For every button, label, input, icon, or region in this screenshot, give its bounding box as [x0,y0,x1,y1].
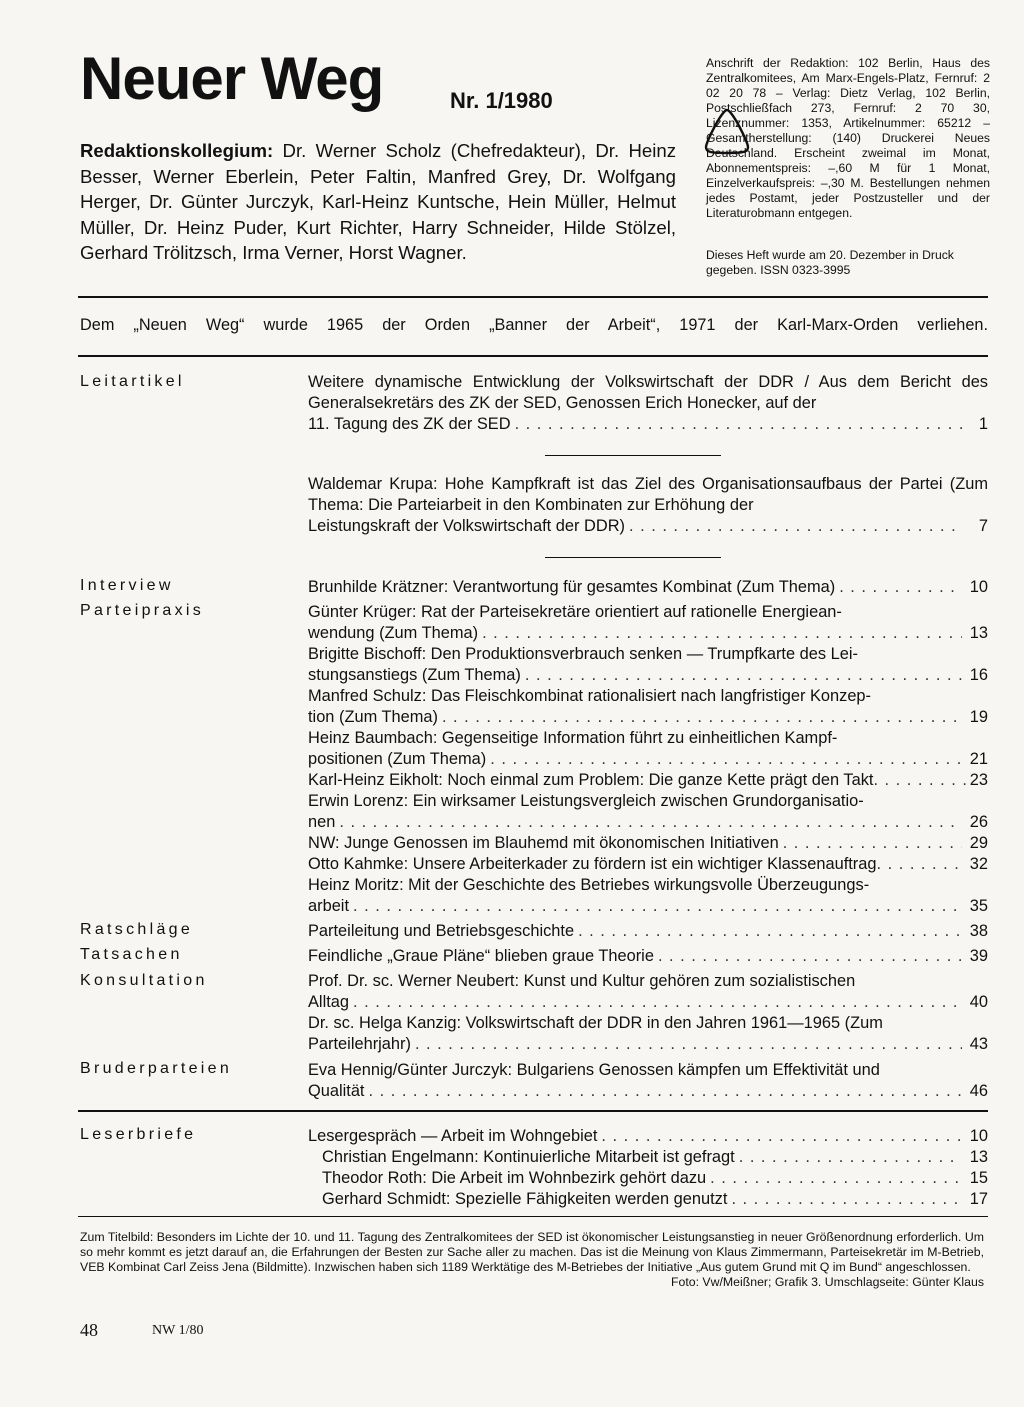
toc-divider [78,355,988,357]
entry-text: Dr. sc. Helga Kanzig: Volkswirtschaft der DDR in den Jahren 1961—1965 (Zum [308,1014,883,1032]
entry-text-last: Feindliche „Graue Pläne“ blieben graue Theorie [308,947,654,965]
page-number: 35 [969,897,988,915]
board-members: Dr. Werner Scholz (Chefredakteur), Dr. Heinz Besser, Werner Eberlein, Peter Faltin, Manfred Grey, Dr. Wolfgang Herger, Dr. Günter Jurczyk, Karl-Heinz Kuntsche, Hein Müller, Helmut Müller, Dr. Heinz Puder, Kurt Richter, Harry Schneider, Hilde Stölzel, Gerhard Trölitzsch, Irma Verner, Horst Wagner. [80,140,676,263]
toc-entry-kanzig[interactable] [308,1013,988,1055]
entry-text-last: Leistungskraft der Volkswirtschaft der DDR) [308,517,625,535]
page-number: 7 [978,517,988,535]
section-ratschlaege: Ratschläge [80,921,194,938]
entry-text-last: Parteilehrjahr) [308,1035,411,1053]
section-interview: Interview [80,577,174,594]
entry-text-last: Theodor Roth: Die Arbeit im Wohnbezirk gehört dazu [322,1169,707,1187]
page-number: 43 [969,1035,988,1053]
entry-text-last: Alltag [308,993,350,1011]
magazine-title: Neuer Weg [80,45,384,112]
page-number: 46 [969,1082,988,1100]
toc-entry-krupa[interactable] [308,474,988,537]
section-leitartikel: Leitartikel [80,373,185,390]
toc-entry-kraetzner[interactable] [308,577,988,598]
page-number: 17 [969,1190,988,1208]
toc-entry-baumbach[interactable] [308,728,988,770]
caption-text: Zum Titelbild: Besonders im Lichte der 10. und 11. Tagung des Zentralkomitees der SED ist ökonomischer Leistungsanstieg in neuer Größenordnung erforderlich. Um so mehr kommt es jetzt darauf an, die Erfahrungen der Besten zur Sache aller zu machen. Das ist die Meinung von Klaus Zimmermann, Parteisekretär im M-Betrieb, VEB Kombinat Carl Zeiss Jena (Bildmitte). Inzwischen haben sich 1189 Werktätige des M-Betriebes der Initiative „Aus gutem Grund mit Q im Bund“ angeschlossen. [80,1230,984,1274]
toc-entry-betriebsgeschichte[interactable] [308,921,988,942]
entry-text: Erwin Lorenz: Ein wirksamer Leistungsvergleich zwischen Grundorganisatio- [308,792,864,810]
entry-text-last: Christian Engelmann: Kontinuierliche Mitarbeit ist gefragt [322,1148,735,1166]
toc-entry-graue-plaene[interactable] [308,946,988,967]
entry-text-last: 11. Tagung des ZK der SED [308,415,511,433]
page-number: 15 [969,1169,988,1187]
masthead [80,45,700,113]
toc-entry-leserbriefe-list [308,1126,988,1210]
entry-text-last: arbeit [308,897,350,915]
letters-divider [78,1110,988,1112]
toc-entry-krueger[interactable] [308,602,988,644]
toc-entry-bischoff[interactable] [308,644,988,686]
editorial-address: Anschrift der Redaktion: 102 Berlin, Haus des Zentralkomitees, Am Marx-Engels-Platz, Fernruf: 2 02 20 78 – Verlag: Dietz Verlag, 102 Berlin, Postschließfach 273, Fernruf: 2 70 30, Lizenznummer: 1353, Artikelnummer: 65212 – Gesamtherstellung: (140) Druckerei Neues Deutschland. Erscheint zweimal im Monat, Abonnementspreis: –,60 M für 1 Monat, Einzelverkaufspreis: –,30 M. Bestellungen nehmen jedes Postamt, jeder Postzusteller und der Literaturobmann entgegen. [706,56,990,220]
entry-text-last: Parteileitung und Betriebsgeschichte [308,922,575,940]
toc-entry-hennig[interactable] [308,1060,988,1102]
toc-entry-ratschlaege-list [308,921,988,1055]
toc-entry-parteipraxis-list [308,602,988,917]
section-parteipraxis: Parteipraxis [80,602,205,619]
entry-text: Weitere dynamische Entwicklung der Volkswirtschaft der DDR / Aus dem Bericht des Generalsekretärs des ZK der SED, Genossen Erich Honecker, auf der [308,373,988,412]
page-number: 38 [969,922,988,940]
page-number: 1 [978,415,988,433]
toc-entry-nw[interactable] [308,833,988,854]
entry-text-last: Gerhard Schmidt: Spezielle Fähigkeiten werden genutzt [322,1190,728,1208]
toc-entry-schulz[interactable] [308,686,988,728]
entry-text-last: NW: Junge Genossen im Blauhemd mit ökonomischen Initiativen [308,834,779,852]
issue-number: Nr. 1/1980 [450,88,553,113]
entry-text: Manfred Schulz: Das Fleischkombinat rationalisiert nach langfristiger Konzep- [308,687,872,705]
entry-text: Waldemar Krupa: Hohe Kampfkraft ist das Ziel des Organisationsaufbaus der Partei (Zum Thema: Die Parteiarbeit in den Kombinaten zur Erhöhung der [308,475,988,514]
toc-entry-kahmke[interactable] [308,854,988,875]
short-divider [545,455,721,456]
short-divider [545,557,721,558]
entry-text: Prof. Dr. sc. Werner Neubert: Kunst und Kultur gehören zum sozialistischen [308,972,856,990]
toc-entry-schmidt[interactable] [308,1189,988,1210]
toc-entry-engelmann[interactable] [308,1147,988,1168]
page-number: 16 [969,666,988,684]
page-number: 39 [969,947,988,965]
entry-text-last: Otto Kahmke: Unsere Arbeiterkader zu fördern ist ein wichtiger Klassenauftrag [308,855,877,873]
entry-text-last: wendung (Zum Thema) [308,624,479,642]
page-number: 21 [969,750,988,768]
entry-text: Eva Hennig/Günter Jurczyk: Bulgariens Genossen kämpfen um Effektivität und [308,1061,880,1079]
entry-text: Heinz Moritz: Mit der Geschichte des Betriebes wirkungsvolle Überzeugungs- [308,876,870,894]
toc-entry-moritz[interactable] [308,875,988,917]
toc-entry-roth[interactable] [308,1168,988,1189]
entry-text: Heinz Baumbach: Gegenseitige Information führt zu einheitlichen Kampf- [308,729,838,747]
toc-entry-lorenz[interactable] [308,791,988,833]
page-number-footer: 48 [80,1320,98,1340]
entry-text-last: tion (Zum Thema) [308,708,438,726]
entry-text-last: Lesergespräch — Arbeit im Wohngebiet [308,1127,598,1145]
page-number: 26 [969,813,988,831]
section-bruderparteien: Bruderparteien [80,1060,233,1077]
page-number: 29 [969,834,988,852]
page-number: 10 [969,1127,988,1145]
toc-entry-neubert[interactable] [308,971,988,1013]
entry-text: Günter Krüger: Rat der Parteisekretäre orientiert auf rationelle Energiean- [308,603,842,621]
print-note: Dieses Heft wurde am 20. Dezember in Druck gegeben. ISSN 0323-3995 [706,248,954,277]
entry-text: Brigitte Bischoff: Den Produktionsverbrauch senken — Trumpfkarte des Lei- [308,645,858,663]
toc-entry-leitartikel[interactable] [308,372,988,435]
entry-text-last: nen [308,813,336,831]
page-number: 40 [969,993,988,1011]
caption-divider [78,1216,988,1217]
issue-code-footer: NW 1/80 [152,1323,204,1338]
toc-entry-eikholt[interactable] [308,770,988,791]
entry-text-last: stungsanstiegs (Zum Thema) [308,666,521,684]
section-konsultation: Konsultation [80,972,208,989]
toc-entry-lesergespraech[interactable] [308,1126,988,1147]
photo-credit: Foto: Vw/Meißner; Grafik 3. Umschlagseite: Günter Klaus [670,1275,984,1289]
header-divider [78,296,988,298]
board-label: Redaktionskollegium: [80,140,274,161]
editorial-board [80,138,676,266]
section-leserbriefe: Leserbriefe [80,1126,197,1143]
page-number: 19 [969,708,988,726]
entry-text-last: Qualität [308,1082,365,1100]
award-line: Dem „Neuen Weg“ wurde 1965 der Orden „Banner der Arbeit“, 1971 der Karl-Marx-Orden verliehen. [80,316,988,334]
page-number: 23 [969,771,988,789]
page-number: 13 [969,1148,988,1166]
page-number: 13 [969,624,988,642]
section-tatsachen: Tatsachen [80,946,183,963]
entry-text-last: Brunhilde Krätzner: Verantwortung für gesamtes Kombinat (Zum Thema) [308,578,836,596]
cover-caption [80,1230,984,1290]
entry-text-last: positionen (Zum Thema) [308,750,487,768]
page-number: 32 [969,855,988,873]
entry-text-last: Karl-Heinz Eikholt: Noch einmal zum Problem: Die ganze Kette prägt den Takt [308,771,874,789]
page-number: 10 [969,578,988,596]
